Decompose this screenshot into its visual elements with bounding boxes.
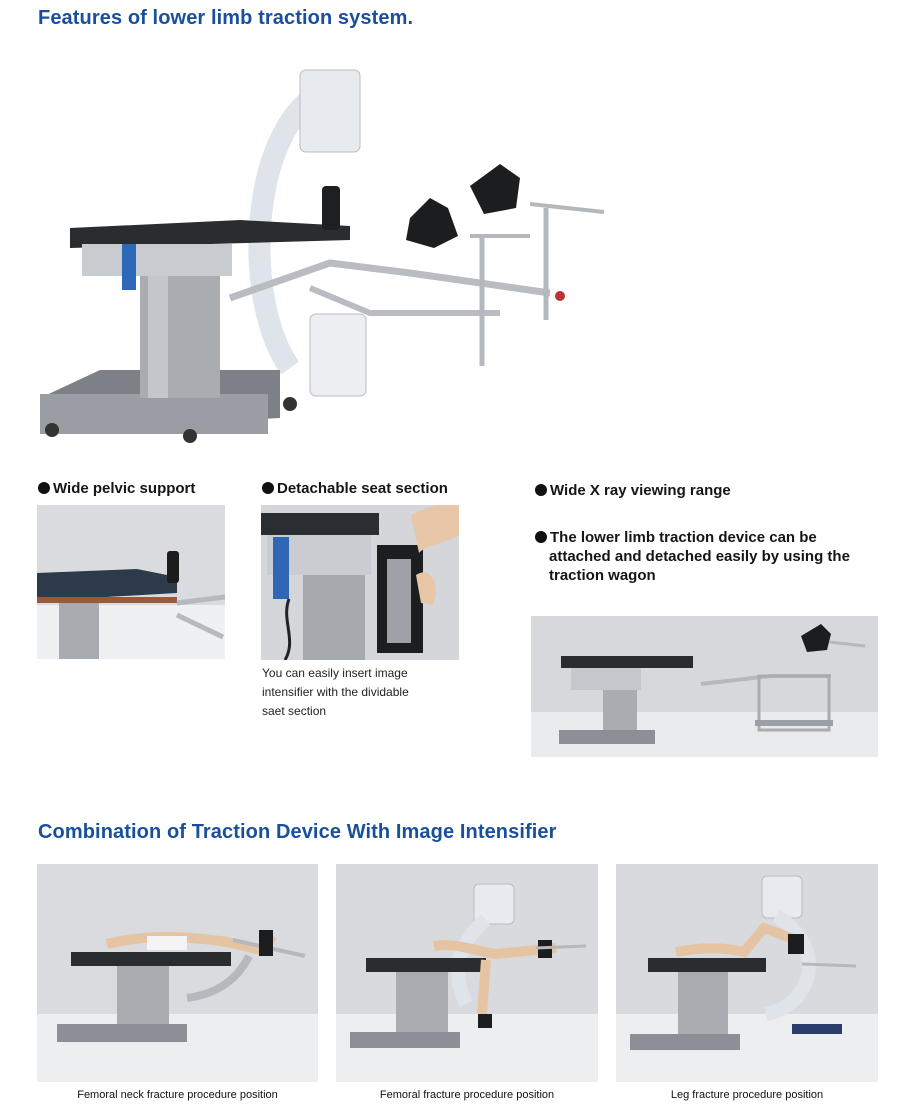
section-title-combination: Combination of Traction Device With Image Intensifier — [38, 821, 557, 843]
traction-wagon-photo — [531, 616, 878, 757]
hero-traction-system-image — [30, 58, 620, 450]
feature-wide-xray-range: Wide X ray viewing range — [535, 481, 731, 500]
wide-pelvic-support-photo — [37, 505, 225, 659]
caption-leg-fracture: Leg fracture procedure position — [670, 1089, 824, 1101]
feature-detachable-seat-section: Detachable seat section — [262, 479, 448, 498]
leg-fracture-position-photo — [616, 864, 878, 1082]
caption-femoral-neck: Femoral neck fracture procedure position — [77, 1089, 278, 1101]
feature-traction-wagon: The lower limb traction device can be attached and detached easily by using the traction wagon — [535, 528, 895, 585]
bullet-dot-icon — [535, 531, 547, 543]
section-title-features: Features of lower limb traction system. — [38, 7, 414, 29]
detachable-seat-section-photo — [261, 505, 459, 660]
feature-wide-pelvic-support: Wide pelvic support — [38, 479, 195, 498]
femoral-neck-position-photo — [37, 864, 318, 1082]
caption-femoral: Femoral fracture procedure position — [379, 1089, 555, 1101]
bullet-dot-icon — [38, 482, 50, 494]
bullet-dot-icon — [262, 482, 274, 494]
detachable-seat-note: You can easily insert image intensifier with the dividable saet section — [262, 666, 409, 718]
bullet-dot-icon — [535, 484, 547, 496]
femoral-position-photo — [336, 864, 598, 1082]
